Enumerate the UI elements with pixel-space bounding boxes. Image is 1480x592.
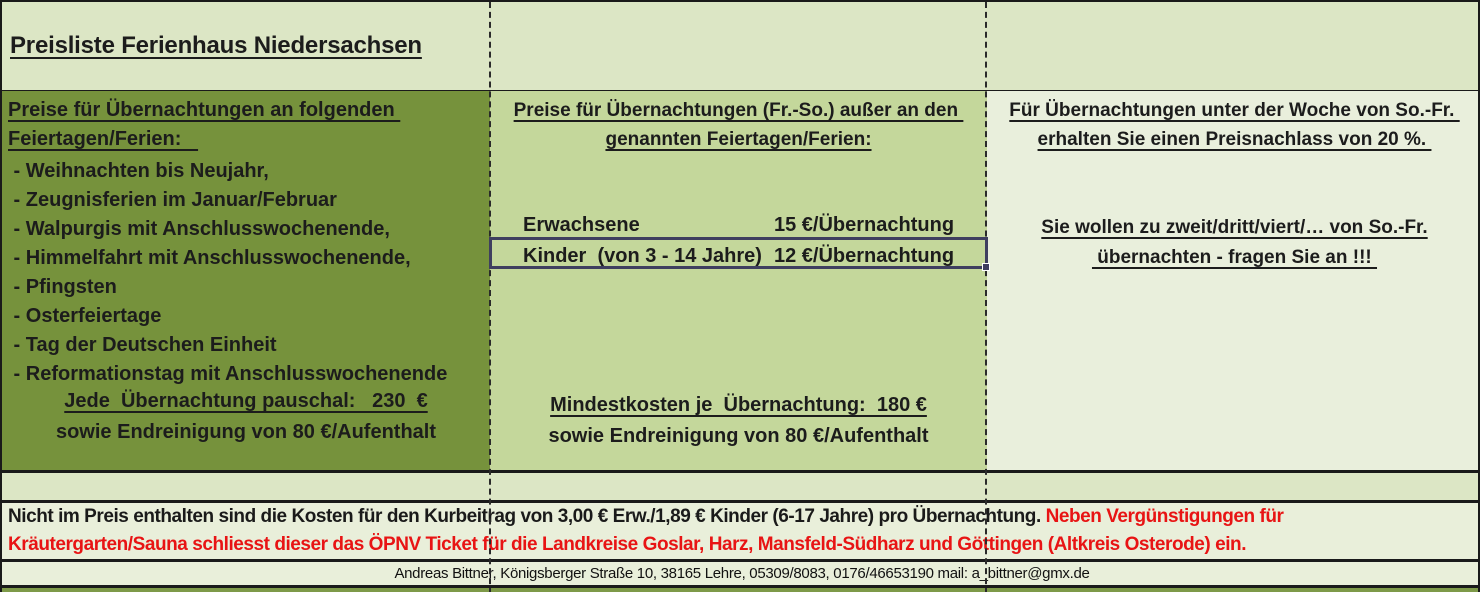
- weekday-inquiry-line1: Sie wollen zu zweit/dritt/viert/… von So.-Fr.: [1041, 217, 1428, 238]
- holiday-item: - Himmelfahrt mit Anschlusswochenende,: [8, 247, 411, 269]
- holiday-item: - Walpurgis mit Anschlusswochenende,: [8, 218, 390, 240]
- weekend-prices-cell[interactable]: [490, 91, 987, 470]
- weekday-discount-line1: Für Übernachtungen unter der Woche von So.-Fr.: [1009, 100, 1460, 121]
- notice-line1: [8, 503, 1480, 531]
- weekday-discount-cell[interactable]: [987, 91, 1480, 470]
- weekend-cleaning-fee: sowie Endreinigung von 80 €/Aufenthalt: [548, 425, 929, 447]
- notice-red-tail: Neben Vergünstigungen für: [1045, 506, 1284, 527]
- page-title: Preisliste Ferienhaus Niedersachsen: [10, 32, 422, 59]
- empty-row[interactable]: [2, 473, 1480, 500]
- footer-notice-cell[interactable]: [2, 503, 1480, 559]
- price-row-adults[interactable]: [490, 211, 987, 239]
- price-row-value: 12 €/Übernachtung: [774, 245, 955, 267]
- notice-black-text: Nicht im Preis enthalten sind die Kosten für den Kurbeitrag von 3,00 € Erw./1,89 € Kinder (6-17 Jahre) pro Übernachtung.: [8, 506, 1046, 527]
- contact-row-cell[interactable]: [2, 562, 1480, 585]
- bottom-strip: [2, 588, 1480, 592]
- title-row[interactable]: [2, 2, 1480, 90]
- price-row-label: Erwachsene: [523, 214, 640, 236]
- page-break-line: [985, 2, 987, 592]
- weekend-heading-line1: Preise für Übernachtungen (Fr.-So.) außer an den: [513, 100, 964, 121]
- contact-text: Andreas Bittner, Königsberger Straße 10, 38165 Lehre, 05309/8083, 0176/46653190 mail: a_bittner@gmx.de: [394, 565, 1090, 582]
- holiday-item: - Zeugnisferien im Januar/Februar: [8, 189, 337, 211]
- weekend-min-cost: Mindestkosten je Übernachtung: 180 €: [550, 394, 927, 416]
- notice-line2: Kräutergarten/Sauna schliesst dieser das ÖPNV Ticket für die Landkreise Goslar, Harz, Mansfeld-Südharz und Göttingen (Altkreis Osterode) ein.: [8, 534, 1247, 555]
- holiday-item: - Reformationstag mit Anschlusswochenende: [8, 363, 448, 385]
- holiday-prices-cell[interactable]: [2, 91, 490, 470]
- holiday-item: - Weihnachten bis Neujahr,: [8, 160, 269, 182]
- price-row-value: 15 €/Übernachtung: [774, 214, 955, 236]
- weekday-discount-line2: erhalten Sie einen Preisnachlass von 20 %.: [1037, 129, 1432, 150]
- cell-selection-box[interactable]: [489, 237, 988, 269]
- fill-handle[interactable]: [982, 263, 990, 271]
- weekday-inquiry-line2: übernachten - fragen Sie an !!!: [1091, 247, 1378, 268]
- weekend-heading-line2: genannten Feiertagen/Ferien:: [605, 129, 872, 150]
- holiday-item: - Osterfeiertage: [8, 305, 162, 327]
- holiday-heading-line2: Feiertagen/Ferien:: [8, 128, 199, 150]
- page-break-line: [489, 2, 491, 592]
- holiday-item: - Pfingsten: [8, 276, 117, 298]
- holiday-item: - Tag der Deutschen Einheit: [8, 334, 277, 356]
- holiday-heading-line1: Preise für Übernachtungen an folgenden: [8, 99, 401, 121]
- price-row-label: Kinder (von 3 - 14 Jahre): [523, 245, 762, 267]
- holiday-flat-rate: Jede Übernachtung pauschal: 230 €: [64, 390, 428, 412]
- holiday-cleaning-fee: sowie Endreinigung von 80 €/Aufenthalt: [55, 421, 437, 443]
